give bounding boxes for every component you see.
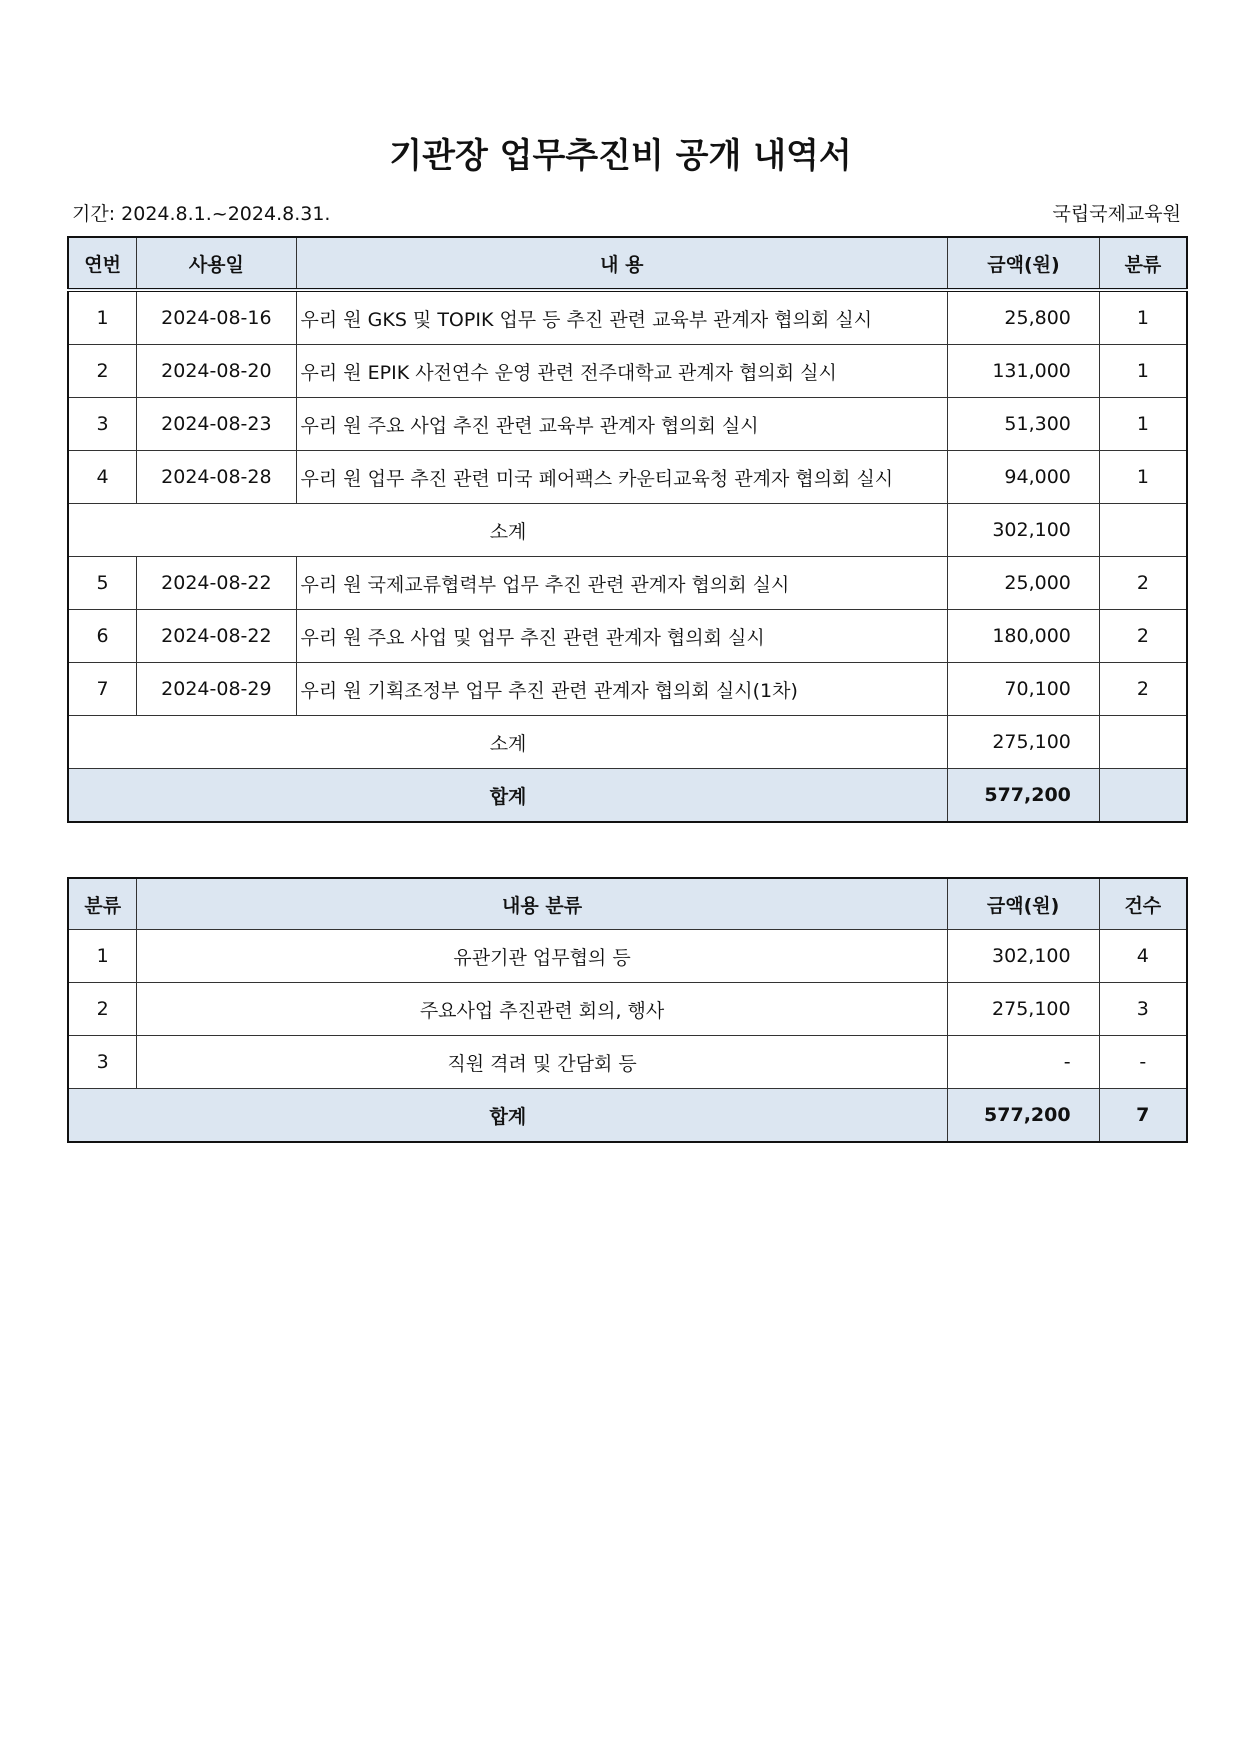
cell-cat: 1: [1099, 290, 1187, 345]
total-label: 합계: [68, 769, 948, 823]
table-row: [68, 451, 1187, 504]
subtotal-row: [68, 716, 1187, 769]
total-amount: 577,200: [947, 1089, 1099, 1143]
total-row: [68, 769, 1187, 823]
empty-cell: [1099, 504, 1187, 557]
cell-cat: 1: [1099, 398, 1187, 451]
table-header-row: [68, 878, 1187, 930]
cell-desc: 우리 원 주요 사업 추진 관련 교육부 관계자 협의회 실시: [296, 398, 948, 451]
period-label: 기간: 2024.8.1.~2024.8.31.: [72, 203, 331, 225]
header-amount: 금액(원): [947, 878, 1099, 930]
header-amount: 금액(원): [948, 237, 1100, 290]
header-no: 연번: [68, 237, 137, 290]
cell-cat: 2: [1099, 610, 1187, 663]
cell-amount: 302,100: [947, 930, 1099, 983]
subtotal-amount: 275,100: [948, 716, 1100, 769]
cell-date: 2024-08-22: [137, 610, 296, 663]
cell-cat: 2: [68, 983, 137, 1036]
cell-desc: 우리 원 업무 추진 관련 미국 페어팩스 카운티교육청 관계자 협의회 실시: [296, 451, 948, 504]
cell-amount: -: [947, 1036, 1099, 1089]
cell-no: 4: [68, 451, 137, 504]
table-row: [68, 983, 1187, 1036]
cell-cat: 1: [1099, 345, 1187, 398]
cell-no: 1: [68, 290, 137, 345]
header-desc-category: 내용 분류: [137, 878, 947, 930]
cell-no: 5: [68, 557, 137, 610]
cell-count: 3: [1099, 983, 1187, 1036]
header-category: 분류: [1099, 237, 1187, 290]
cell-cat: 2: [1099, 557, 1187, 610]
cell-no: 2: [68, 345, 137, 398]
cell-cat: 2: [1099, 663, 1187, 716]
cell-no: 7: [68, 663, 137, 716]
table-row: [68, 345, 1187, 398]
header-desc: 내 용: [296, 237, 948, 290]
header-category: 분류: [68, 878, 137, 930]
cell-cat: 1: [1099, 451, 1187, 504]
cell-amount: 51,300: [948, 398, 1100, 451]
empty-cell: [1099, 716, 1187, 769]
expense-detail-table: [67, 236, 1188, 823]
cell-no: 3: [68, 398, 137, 451]
cell-amount: 25,000: [948, 557, 1100, 610]
cell-amount: 131,000: [948, 345, 1100, 398]
page-title: 기관장 업무추진비 공개 내역서: [389, 136, 852, 176]
cell-desc: 우리 원 EPIK 사전연수 운영 관련 전주대학교 관계자 협의회 실시: [296, 345, 948, 398]
cell-date: 2024-08-28: [137, 451, 296, 504]
cell-date: 2024-08-22: [137, 557, 296, 610]
total-label: 합계: [68, 1089, 947, 1143]
category-summary-table: [67, 877, 1188, 1143]
total-amount: 577,200: [948, 769, 1100, 823]
subtotal-row: [68, 504, 1187, 557]
cell-cat: 3: [68, 1036, 137, 1089]
cell-no: 6: [68, 610, 137, 663]
table-row: [68, 1036, 1187, 1089]
cell-desc: 유관기관 업무협의 등: [137, 930, 947, 983]
total-row: [68, 1089, 1187, 1143]
total-count: 7: [1099, 1089, 1187, 1143]
cell-desc: 우리 원 기획조정부 업무 추진 관련 관계자 협의회 실시(1차): [296, 663, 948, 716]
cell-date: 2024-08-20: [137, 345, 296, 398]
table-row: [68, 557, 1187, 610]
cell-date: 2024-08-29: [137, 663, 296, 716]
subtotal-label: 소계: [68, 504, 948, 557]
table-row: [68, 398, 1187, 451]
table-row: [68, 663, 1187, 716]
subtotal-label: 소계: [68, 716, 948, 769]
cell-desc: 직원 격려 및 간담회 등: [137, 1036, 947, 1089]
table-row: [68, 290, 1187, 345]
cell-amount: 70,100: [948, 663, 1100, 716]
header-count: 건수: [1099, 878, 1187, 930]
cell-amount: 94,000: [948, 451, 1100, 504]
cell-cat: 1: [68, 930, 137, 983]
table-header-row: [68, 237, 1187, 290]
cell-desc: 우리 원 주요 사업 및 업무 추진 관련 관계자 협의회 실시: [296, 610, 948, 663]
header-date: 사용일: [137, 237, 296, 290]
table-row: [68, 930, 1187, 983]
cell-count: -: [1099, 1036, 1187, 1089]
cell-desc: 우리 원 GKS 및 TOPIK 업무 등 추진 관련 교육부 관계자 협의회 실시: [296, 290, 948, 345]
table-row: [68, 610, 1187, 663]
cell-date: 2024-08-16: [137, 290, 296, 345]
cell-desc: 주요사업 추진관련 회의, 행사: [137, 983, 947, 1036]
organization-name: 국립국제교육원: [1052, 203, 1181, 225]
cell-amount: 180,000: [948, 610, 1100, 663]
cell-amount: 25,800: [948, 290, 1100, 345]
subtotal-amount: 302,100: [948, 504, 1100, 557]
empty-cell: [1099, 769, 1187, 823]
cell-amount: 275,100: [947, 983, 1099, 1036]
cell-date: 2024-08-23: [137, 398, 296, 451]
cell-desc: 우리 원 국제교류협력부 업무 추진 관련 관계자 협의회 실시: [296, 557, 948, 610]
cell-count: 4: [1099, 930, 1187, 983]
